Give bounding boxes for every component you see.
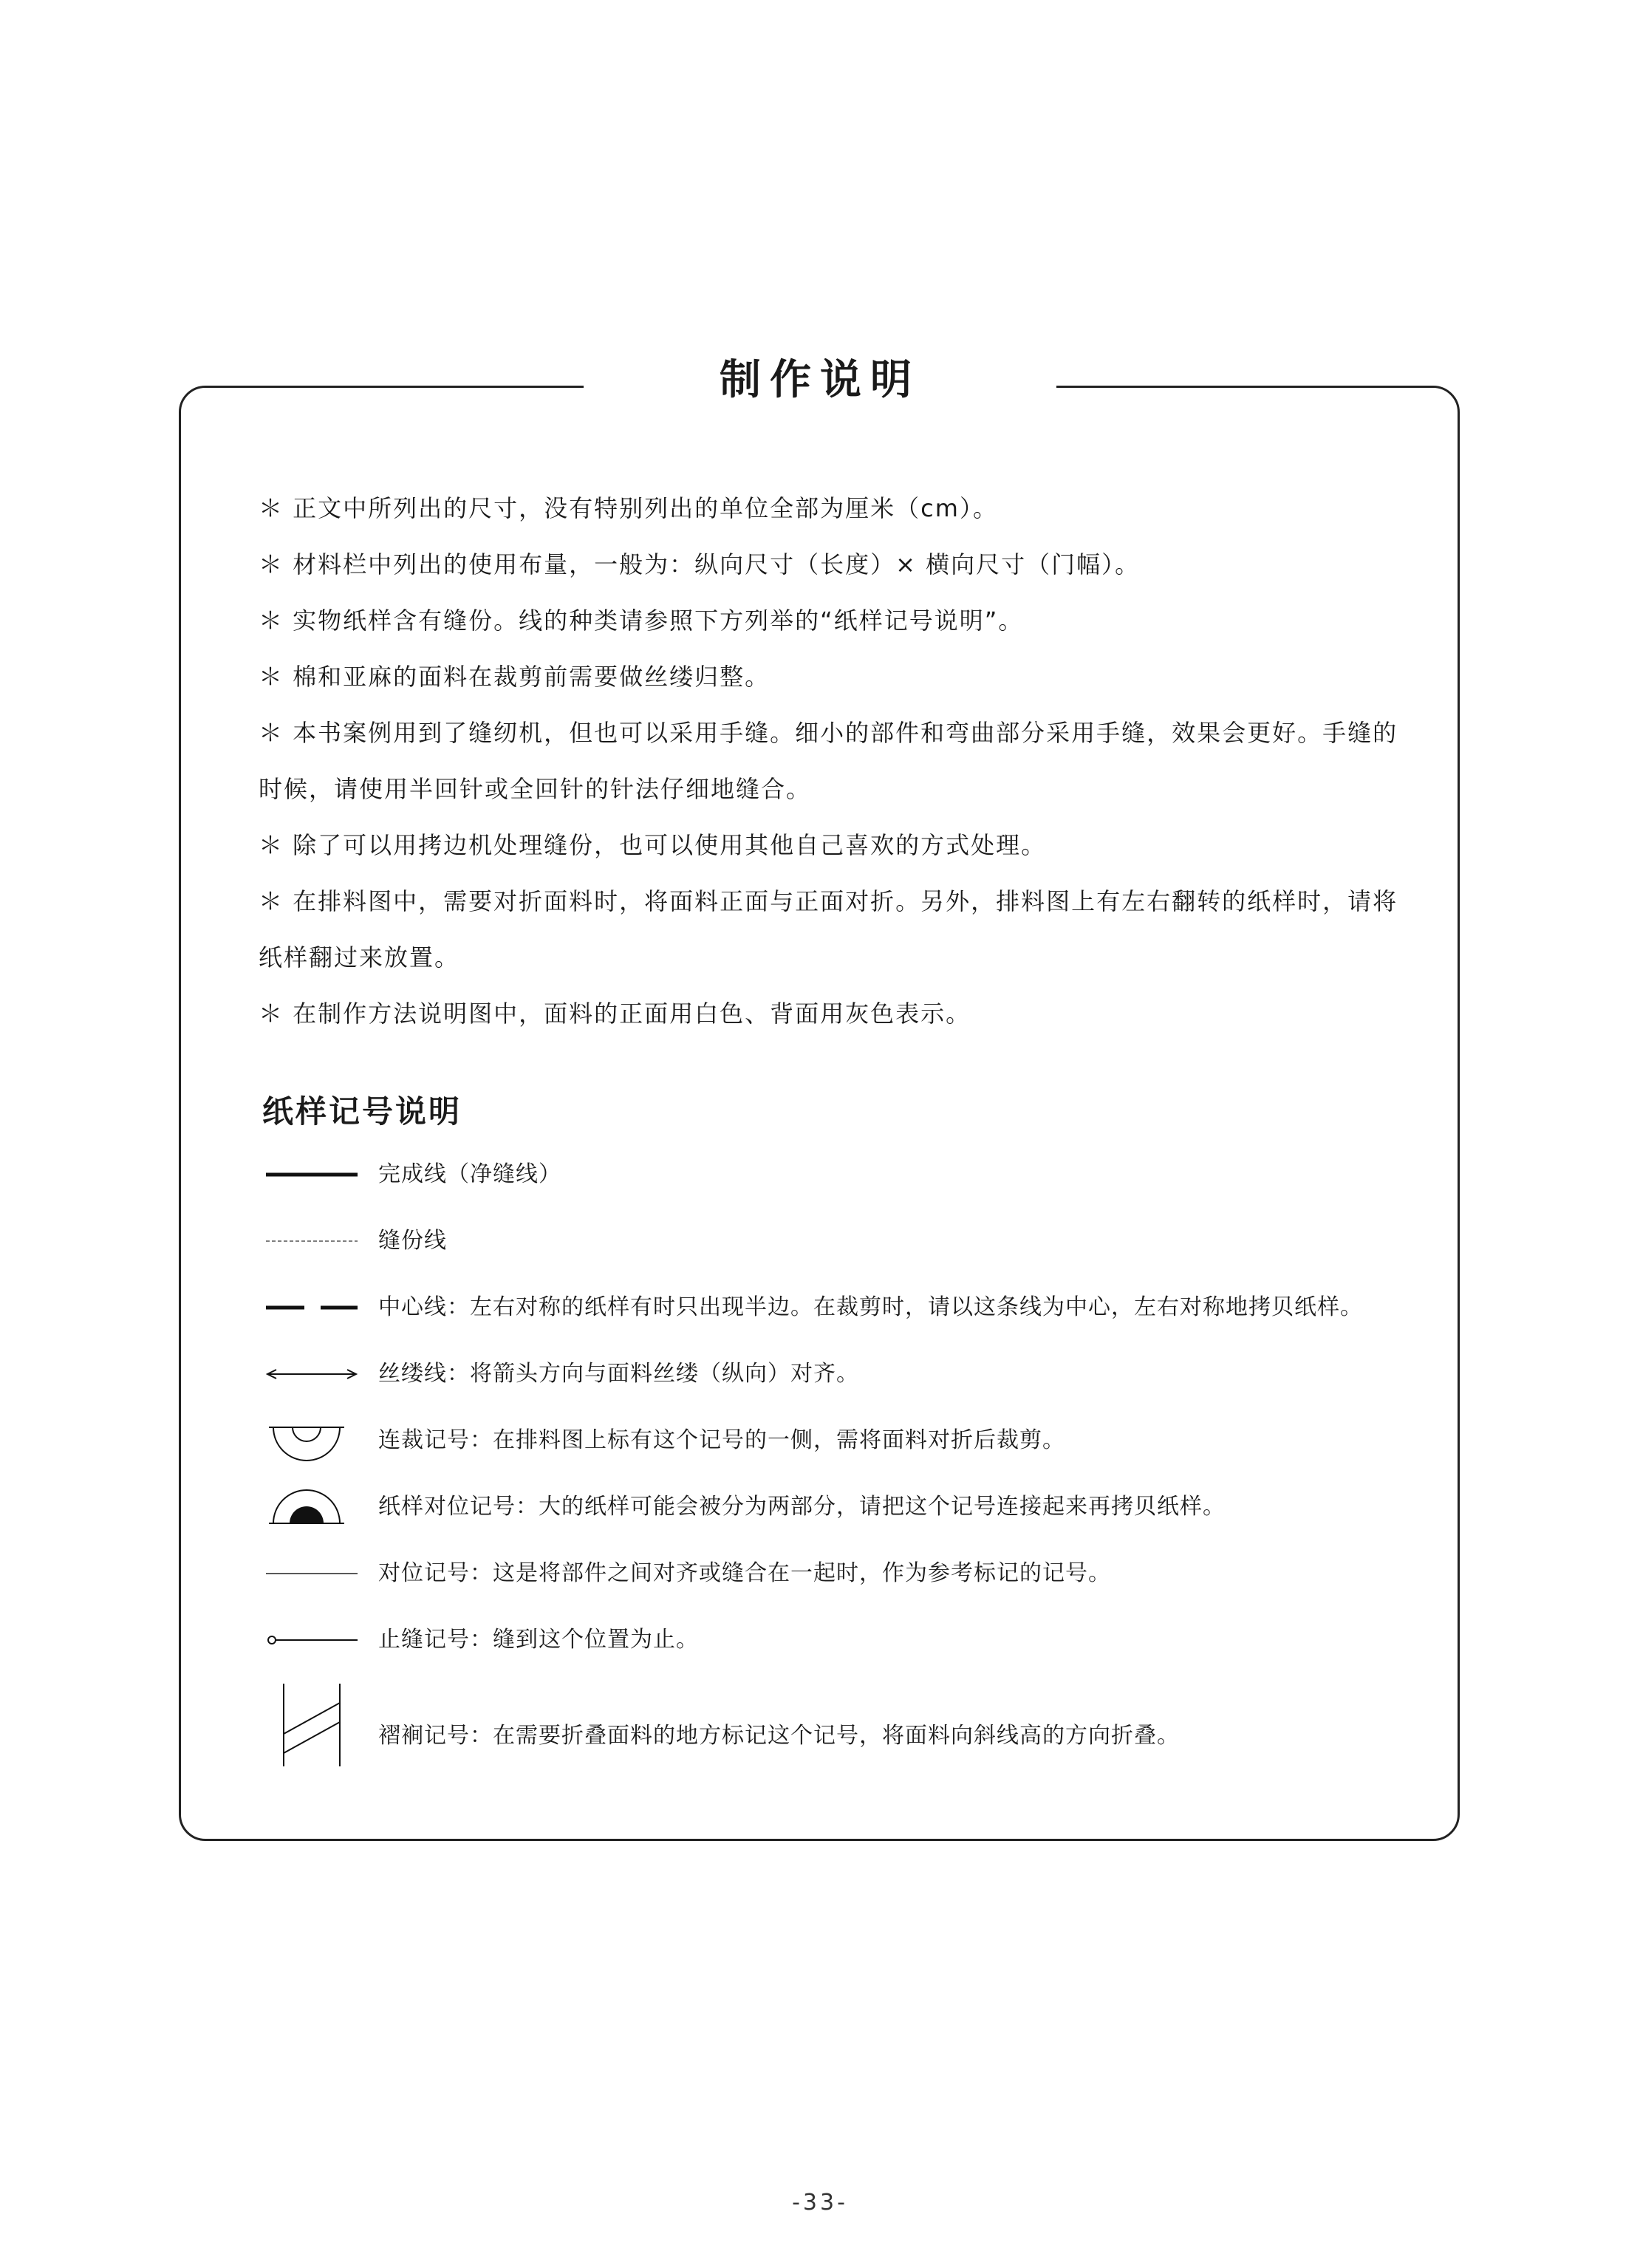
note-item: ＊ 在排料图中，需要对折面料时，将面料正面与正面对折。另外，排料图上有左右翻转的纸样时，请将纸样翻过来放置。 [259,887,1398,971]
seam-allowance-line-icon [266,1219,362,1263]
legend-item [266,1285,1418,1330]
notch-mark-icon [266,1551,362,1596]
notes-list [259,480,1411,1042]
legend-label: 连裁记号：在排料图上标有这个记号的一侧，需将面料对折后裁剪。 [378,1427,1065,1453]
legend-label: 纸样对位记号：大的纸样可能会被分为两部分，请把这个记号连接起来再拷贝纸样。 [378,1494,1226,1520]
note-item: ＊ 在制作方法说明图中，面料的正面用白色、背面用灰色表示。 [259,1000,971,1028]
legend-item [266,1485,1418,1529]
pattern-match-mark-icon [266,1485,362,1529]
note-item: ＊ 棉和亚麻的面料在裁剪前需要做丝缕归整。 [259,663,771,691]
legend-label: 完成线（净缝线） [378,1161,561,1187]
legend-item [266,1152,1418,1197]
page-number: -33- [792,2190,848,2216]
finish-line-icon [266,1152,362,1197]
legend-title: 纸样记号说明 [262,1093,462,1130]
note-item: ＊ 材料栏中列出的使用布量，一般为：纵向尺寸（长度）× 横向尺寸（门幅）。 [259,550,1141,578]
legend-label: 褶裥记号：在需要折叠面料的地方标记这个记号，将面料向斜线高的方向折叠。 [378,1723,1180,1749]
legend-item [266,1219,1418,1263]
grain-line-icon [266,1352,362,1396]
legend-item [266,1714,1418,1758]
fold-mark-icon [266,1418,362,1463]
note-item: ＊ 正文中所列出的尺寸，没有特别列出的单位全部为厘米（cm）。 [259,494,998,522]
center-line-icon [266,1285,362,1330]
legend-item [266,1352,1418,1396]
legend-label: 对位记号：这是将部件之间对齐或缝合在一起时，作为参考标记的记号。 [378,1560,1111,1586]
page-title: 制作说明 [720,356,920,404]
note-item: ＊ 本书案例用到了缝纫机，但也可以采用手缝。细小的部件和弯曲部分采用手缝，效果会更好。手缝的时候，请使用半回针或全回针的针法仔细地缝合。 [259,719,1398,803]
pleat-mark-icon [266,1681,362,1769]
stop-stitch-mark-icon [266,1618,362,1662]
legend-label: 中心线：左右对称的纸样有时只出现半边。在裁剪时，请以这条线为中心，左右对称地拷贝纸样。 [378,1294,1363,1320]
legend-item [266,1618,1418,1662]
legend-label: 丝缕线：将箭头方向与面料丝缕（纵向）对齐。 [378,1361,859,1387]
legend-item [266,1418,1418,1463]
note-item: ＊ 实物纸样含有缝份。线的种类请参照下方列举的“纸样记号说明”。 [259,607,1024,635]
legend-item [266,1551,1418,1596]
legend-label: 止缝记号：缝到这个位置为止。 [378,1627,699,1653]
note-item: ＊ 除了可以用拷边机处理缝份，也可以使用其他自己喜欢的方式处理。 [259,831,1047,859]
legend-label: 缝份线 [378,1228,447,1254]
